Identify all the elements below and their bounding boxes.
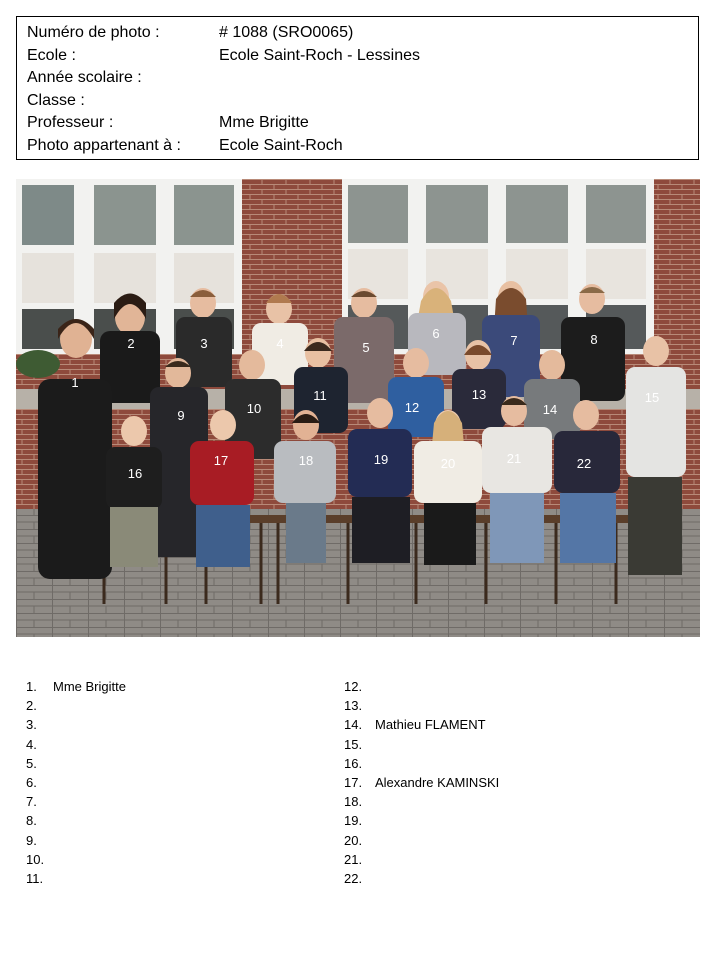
list-number: 2. — [26, 698, 37, 713]
photo-label: 9 — [177, 408, 185, 423]
info-label: Classe : — [27, 92, 85, 109]
info-value: Mme Brigitte — [219, 114, 309, 131]
list-number: 10. — [26, 852, 45, 867]
photo-info-box — [16, 16, 699, 160]
list-number: 1. — [26, 679, 37, 694]
list-name: Alexandre KAMINSKI — [375, 775, 500, 790]
photo-label: 19 — [373, 452, 389, 467]
photo-label: 21 — [506, 451, 522, 466]
photo-label: 4 — [276, 336, 284, 351]
list-number: 5. — [26, 756, 37, 771]
list-number: 13. — [344, 698, 363, 713]
list-number: 4. — [26, 737, 37, 752]
list-number: 19. — [344, 813, 363, 828]
list-number: 21. — [344, 852, 363, 867]
class-photo — [16, 179, 700, 637]
photo-label: 20 — [440, 456, 456, 471]
photo-label: 17 — [213, 453, 229, 468]
photo-label: 5 — [362, 340, 370, 355]
info-label: Professeur : — [27, 114, 114, 131]
photo-label: 2 — [127, 336, 135, 351]
info-label: Numéro de photo : — [27, 24, 160, 41]
list-number: 22. — [344, 871, 363, 886]
info-label: Année scolaire : — [27, 69, 142, 86]
photo-label: 16 — [127, 466, 143, 481]
photo-label: 12 — [404, 400, 420, 415]
photo-label: 1 — [71, 375, 79, 390]
photo-label: 22 — [576, 456, 592, 471]
list-number: 20. — [344, 833, 363, 848]
list-number: 7. — [26, 794, 37, 809]
list-number: 14. — [344, 717, 363, 732]
info-value: Ecole Saint-Roch - Lessines — [219, 47, 420, 64]
list-number: 12. — [344, 679, 363, 694]
photo-label: 6 — [432, 326, 440, 341]
list-number: 6. — [26, 775, 37, 790]
photo-label: 10 — [246, 401, 262, 416]
list-number: 16. — [344, 756, 363, 771]
photo-label: 7 — [510, 333, 518, 348]
list-number: 11. — [26, 871, 44, 886]
photo-label: 18 — [298, 453, 314, 468]
info-value: # 1088 (SRO0065) — [219, 24, 354, 41]
list-number: 17. — [344, 775, 363, 790]
list-number: 3. — [26, 717, 37, 732]
list-number: 18. — [344, 794, 363, 809]
list-number: 9. — [26, 833, 37, 848]
photo-label: 11 — [313, 388, 327, 403]
photo-label: 14 — [542, 402, 558, 417]
photo-label: 13 — [471, 387, 487, 402]
info-label: Ecole : — [27, 47, 76, 64]
photo-label: 15 — [644, 390, 660, 405]
photo-label: 3 — [200, 336, 208, 351]
info-label: Photo appartenant à : — [27, 137, 181, 154]
list-number: 15. — [344, 737, 363, 752]
list-name: Mme Brigitte — [53, 679, 126, 694]
photo-label: 8 — [590, 332, 598, 347]
info-value: Ecole Saint-Roch — [219, 137, 343, 154]
list-name: Mathieu FLAMENT — [375, 717, 486, 732]
list-number: 8. — [26, 813, 37, 828]
